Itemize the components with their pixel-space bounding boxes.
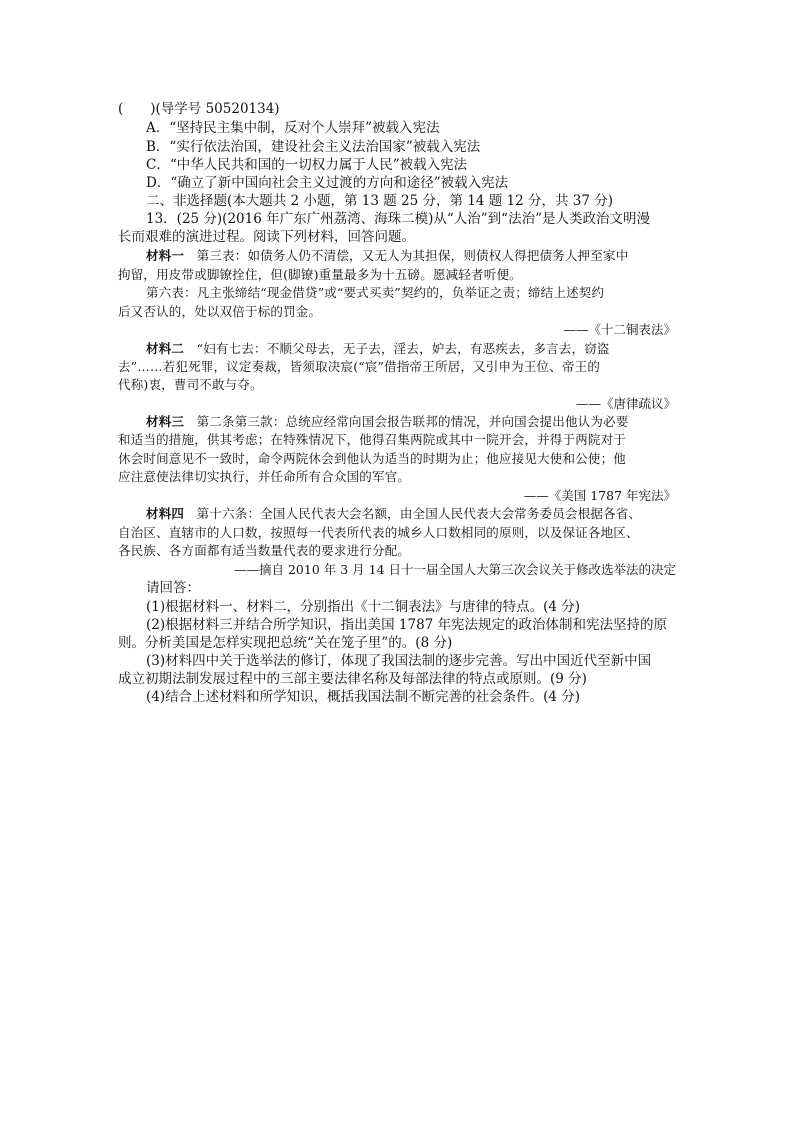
sub-question: (1)根据材料一、材料二，分别指出《十二铜表法》与唐律的特点。(4 分) bbox=[146, 599, 581, 615]
section-title: 二、非选择题(本大题共 2 小题，第 13 题 25 分，第 14 题 12 分，共 37 分) bbox=[146, 193, 614, 209]
material-1-line: 拘留，用皮带或脚镣拴住，但(脚镣)重量最多为十五磅。愿减轻者听便。 bbox=[118, 267, 522, 282]
material-1-line: 第六表：凡主张缔结“现金借贷”或“要式买卖”契约的，负举证之责；缔结上述契约 bbox=[146, 285, 605, 300]
material-3-line: 应注意使法律切实执行，并任命所有合众国的军官。 bbox=[118, 469, 411, 484]
material-3-source: ——《美国 1787 年宪法》 bbox=[523, 488, 676, 503]
material-3-line: 材料三 第二条第三款：总统应经常向国会报告联邦的情况，并向国会提出他认为必要 bbox=[146, 414, 629, 429]
material-4-line: 材料四 第十六条：全国人民代表大会名额，由全国人民代表大会常务委员会根据各省、 bbox=[146, 506, 642, 521]
sub-question: 成立初期法制发展过程中的三部主要法律名称及每部法律的特点或原则。(9 分) bbox=[118, 671, 587, 687]
material-4-line: 各民族、各方面都有适当数量代表的要求进行分配。 bbox=[118, 543, 411, 558]
material-3-label: 材料三 bbox=[146, 414, 185, 429]
q13-intro-line: 长而艰难的演进过程。阅读下列材料，回答问题。 bbox=[118, 229, 415, 245]
material-1-line: 后又否认的，处以双倍于标的罚金。 bbox=[118, 304, 322, 319]
material-3-line: 和适当的措施，供其考虑；在特殊情况下，他得召集两院或其中一院开会，并得于两院对于 bbox=[118, 432, 627, 447]
material-2-line: 代称)衷，曹司不敢与夺。 bbox=[118, 377, 263, 392]
material-4-line: 自治区、直辖市的人口数，按照每一代表所代表的城乡人口数相同的原则，以及保证各地区、 bbox=[118, 525, 639, 540]
material-1-label: 材料一 bbox=[146, 248, 185, 263]
sub-question: (3)材料四中关于选举法的修订，体现了我国法制的逐步完善。写出中国近代至新中国 bbox=[146, 653, 652, 669]
material-1-line: 材料一 第三表：如债务人仍不清偿，又无人为其担保，则债权人得把债务人押至家中 bbox=[146, 248, 629, 263]
answer-prompt: 请回答： bbox=[146, 580, 200, 596]
option-a: A．“坚持民主集中制，反对个人崇拜”被载入宪法 bbox=[146, 120, 440, 136]
material-2-line: 去”……若犯死罪，议定奏裁，皆须取决宸(“宸”借指帝王所居，又引申为王位、帝王的 bbox=[118, 359, 601, 374]
sub-question: (2)根据材料三并结合所学知识，指出美国 1787 年宪法规定的政治体制和宪法坚持的原 bbox=[146, 617, 668, 633]
sub-question: (4)结合上述材料和所学知识，概括我国法制不断完善的社会条件。(4 分) bbox=[146, 689, 581, 705]
material-4-source: ——摘自 2010 年 3 月 14 日十一届全国人大第三次会议关于修改选举法的决定 bbox=[233, 562, 676, 577]
sub-question: 则。分析美国是怎样实现把总统“关在笼子里”的。(8 分) bbox=[118, 635, 453, 651]
material-3-line: 休会时间意见不一致时，命令两院休会到他认为适当的时期为止；他应接见大使和公使；他 bbox=[118, 451, 627, 466]
option-c: C．“中华人民共和国的一切权力属于人民”被载入宪法 bbox=[146, 157, 468, 173]
option-d: D．“确立了新中国向社会主义过渡的方向和途径”被载入宪法 bbox=[146, 175, 509, 191]
material-2-line: 材料二 “妇有七去：不顺父母去，无子去，淫去，妒去，有恶疾去，多言去，窃盗 bbox=[146, 341, 610, 356]
material-1-source: ——《十二铜表法》 bbox=[563, 322, 676, 337]
q13-intro-line: 13．(25 分)(2016 年广东广州荔湾、海珠二模)从“人治”到“法治”是人类政治文明漫 bbox=[146, 211, 650, 227]
material-4-label: 材料四 bbox=[146, 506, 185, 521]
option-b: B．“实行依法治国，建设社会主义法治国家”被载入宪法 bbox=[146, 139, 481, 155]
material-2-label: 材料二 bbox=[146, 341, 185, 356]
material-2-source: ——《唐律疏议》 bbox=[575, 396, 676, 411]
question-number-line: ( )(导学号 50520134) bbox=[118, 101, 280, 117]
